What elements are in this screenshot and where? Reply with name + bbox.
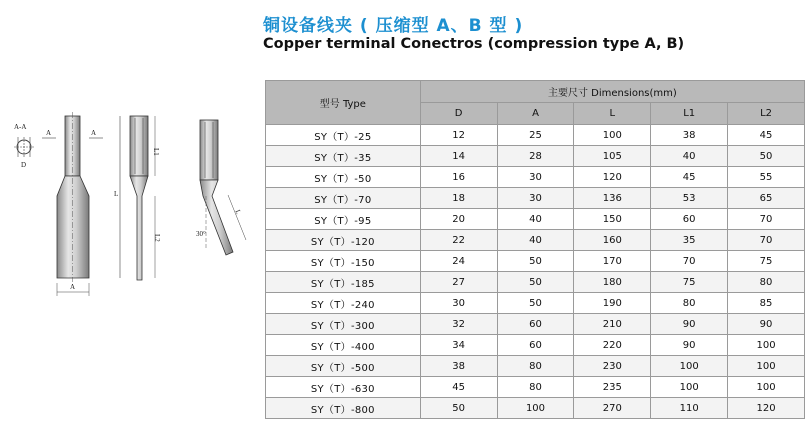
value-cell-l1: 100 <box>651 377 728 398</box>
value-cell-l: 136 <box>574 188 651 209</box>
value-cell-d: 30 <box>420 293 497 314</box>
value-cell-a: 100 <box>497 398 574 419</box>
value-cell-l2: 85 <box>728 293 805 314</box>
value-cell-a: 60 <box>497 335 574 356</box>
value-cell-l: 150 <box>574 209 651 230</box>
table-row <box>266 377 805 398</box>
value-cell-l: 235 <box>574 377 651 398</box>
type-cell: SY（T）-630 <box>266 377 421 398</box>
value-cell-l: 270 <box>574 398 651 419</box>
type-cell: SY（T）-185 <box>266 272 421 293</box>
value-cell-a: 50 <box>497 293 574 314</box>
value-cell-d: 45 <box>420 377 497 398</box>
title-english: Copper terminal Conectros (compression type A, B) <box>263 36 685 52</box>
value-cell-l2: 50 <box>728 146 805 167</box>
terminal-drawing <box>0 95 260 305</box>
table-row <box>266 167 805 188</box>
front-a-left: A <box>46 129 52 137</box>
table-body <box>266 125 805 419</box>
side-l2-label: L2 <box>153 234 161 242</box>
value-cell-l2: 100 <box>728 335 805 356</box>
type-cell: SY（T）-35 <box>266 146 421 167</box>
table-row <box>266 314 805 335</box>
value-cell-a: 80 <box>497 377 574 398</box>
front-view <box>42 112 103 296</box>
value-cell-l2: 80 <box>728 272 805 293</box>
value-cell-l: 180 <box>574 272 651 293</box>
side-view <box>114 116 161 280</box>
table-row <box>266 356 805 377</box>
type-cell: SY（T）-800 <box>266 398 421 419</box>
value-cell-d: 32 <box>420 314 497 335</box>
value-cell-l: 190 <box>574 293 651 314</box>
value-cell-d: 12 <box>420 125 497 146</box>
value-cell-l2: 45 <box>728 125 805 146</box>
value-cell-l1: 53 <box>651 188 728 209</box>
value-cell-l2: 65 <box>728 188 805 209</box>
value-cell-d: 22 <box>420 230 497 251</box>
value-cell-l1: 38 <box>651 125 728 146</box>
angled-view <box>196 120 246 255</box>
value-cell-l1: 40 <box>651 146 728 167</box>
angled-l-label: L <box>233 208 243 216</box>
title-chinese: 铜设备线夹 ( 压缩型 A、B 型 ) <box>263 16 524 36</box>
table-row <box>266 188 805 209</box>
column-header-a: A <box>497 103 574 125</box>
front-a-right: A <box>91 129 97 137</box>
column-header-l: L <box>574 103 651 125</box>
value-cell-l: 210 <box>574 314 651 335</box>
value-cell-a: 40 <box>497 209 574 230</box>
value-cell-a: 28 <box>497 146 574 167</box>
value-cell-l: 105 <box>574 146 651 167</box>
value-cell-l1: 35 <box>651 230 728 251</box>
value-cell-a: 25 <box>497 125 574 146</box>
column-header-d: D <box>420 103 497 125</box>
value-cell-l1: 70 <box>651 251 728 272</box>
value-cell-l: 220 <box>574 335 651 356</box>
side-l-label: L <box>114 190 119 198</box>
value-cell-l: 120 <box>574 167 651 188</box>
value-cell-l2: 70 <box>728 209 805 230</box>
value-cell-d: 20 <box>420 209 497 230</box>
type-cell: SY（T）-500 <box>266 356 421 377</box>
front-width-label: A <box>70 283 76 291</box>
value-cell-l: 100 <box>574 125 651 146</box>
angle-label: 30° <box>196 230 206 238</box>
dimensions-header: 主要尺寸 Dimensions(mm) <box>420 81 804 103</box>
column-header-l2: L2 <box>728 103 805 125</box>
value-cell-l2: 55 <box>728 167 805 188</box>
section-label: A-A <box>14 123 27 131</box>
type-cell: SY（T）-70 <box>266 188 421 209</box>
value-cell-d: 34 <box>420 335 497 356</box>
value-cell-l1: 80 <box>651 293 728 314</box>
value-cell-a: 30 <box>497 167 574 188</box>
value-cell-l1: 100 <box>651 356 728 377</box>
dimensions-table <box>265 80 805 419</box>
type-header: 型号 Type <box>266 81 421 125</box>
value-cell-a: 40 <box>497 230 574 251</box>
value-cell-l1: 60 <box>651 209 728 230</box>
value-cell-d: 16 <box>420 167 497 188</box>
table-row <box>266 251 805 272</box>
section-d-label: D <box>21 161 27 169</box>
type-cell: SY（T）-150 <box>266 251 421 272</box>
value-cell-d: 27 <box>420 272 497 293</box>
value-cell-l2: 100 <box>728 356 805 377</box>
value-cell-d: 18 <box>420 188 497 209</box>
table-row <box>266 230 805 251</box>
value-cell-l: 160 <box>574 230 651 251</box>
table-row <box>266 272 805 293</box>
type-cell: SY（T）-120 <box>266 230 421 251</box>
value-cell-l: 230 <box>574 356 651 377</box>
value-cell-l2: 70 <box>728 230 805 251</box>
value-cell-l1: 90 <box>651 335 728 356</box>
table-row <box>266 398 805 419</box>
table-row <box>266 146 805 167</box>
value-cell-d: 50 <box>420 398 497 419</box>
column-header-l1: L1 <box>651 103 728 125</box>
type-cell: SY（T）-300 <box>266 314 421 335</box>
value-cell-d: 38 <box>420 356 497 377</box>
value-cell-l2: 75 <box>728 251 805 272</box>
value-cell-l2: 100 <box>728 377 805 398</box>
value-cell-l: 170 <box>574 251 651 272</box>
value-cell-a: 50 <box>497 272 574 293</box>
type-cell: SY（T）-95 <box>266 209 421 230</box>
type-cell: SY（T）-50 <box>266 167 421 188</box>
side-l1-label: L1 <box>152 148 160 156</box>
value-cell-l1: 75 <box>651 272 728 293</box>
value-cell-l2: 120 <box>728 398 805 419</box>
type-cell: SY（T）-25 <box>266 125 421 146</box>
value-cell-a: 60 <box>497 314 574 335</box>
table-row <box>266 125 805 146</box>
value-cell-a: 50 <box>497 251 574 272</box>
value-cell-l1: 110 <box>651 398 728 419</box>
table-row <box>266 293 805 314</box>
value-cell-a: 80 <box>497 356 574 377</box>
table-row <box>266 209 805 230</box>
value-cell-l1: 45 <box>651 167 728 188</box>
type-cell: SY（T）-400 <box>266 335 421 356</box>
value-cell-d: 24 <box>420 251 497 272</box>
table-row <box>266 335 805 356</box>
value-cell-l1: 90 <box>651 314 728 335</box>
value-cell-d: 14 <box>420 146 497 167</box>
value-cell-l2: 90 <box>728 314 805 335</box>
value-cell-a: 30 <box>497 188 574 209</box>
type-cell: SY（T）-240 <box>266 293 421 314</box>
